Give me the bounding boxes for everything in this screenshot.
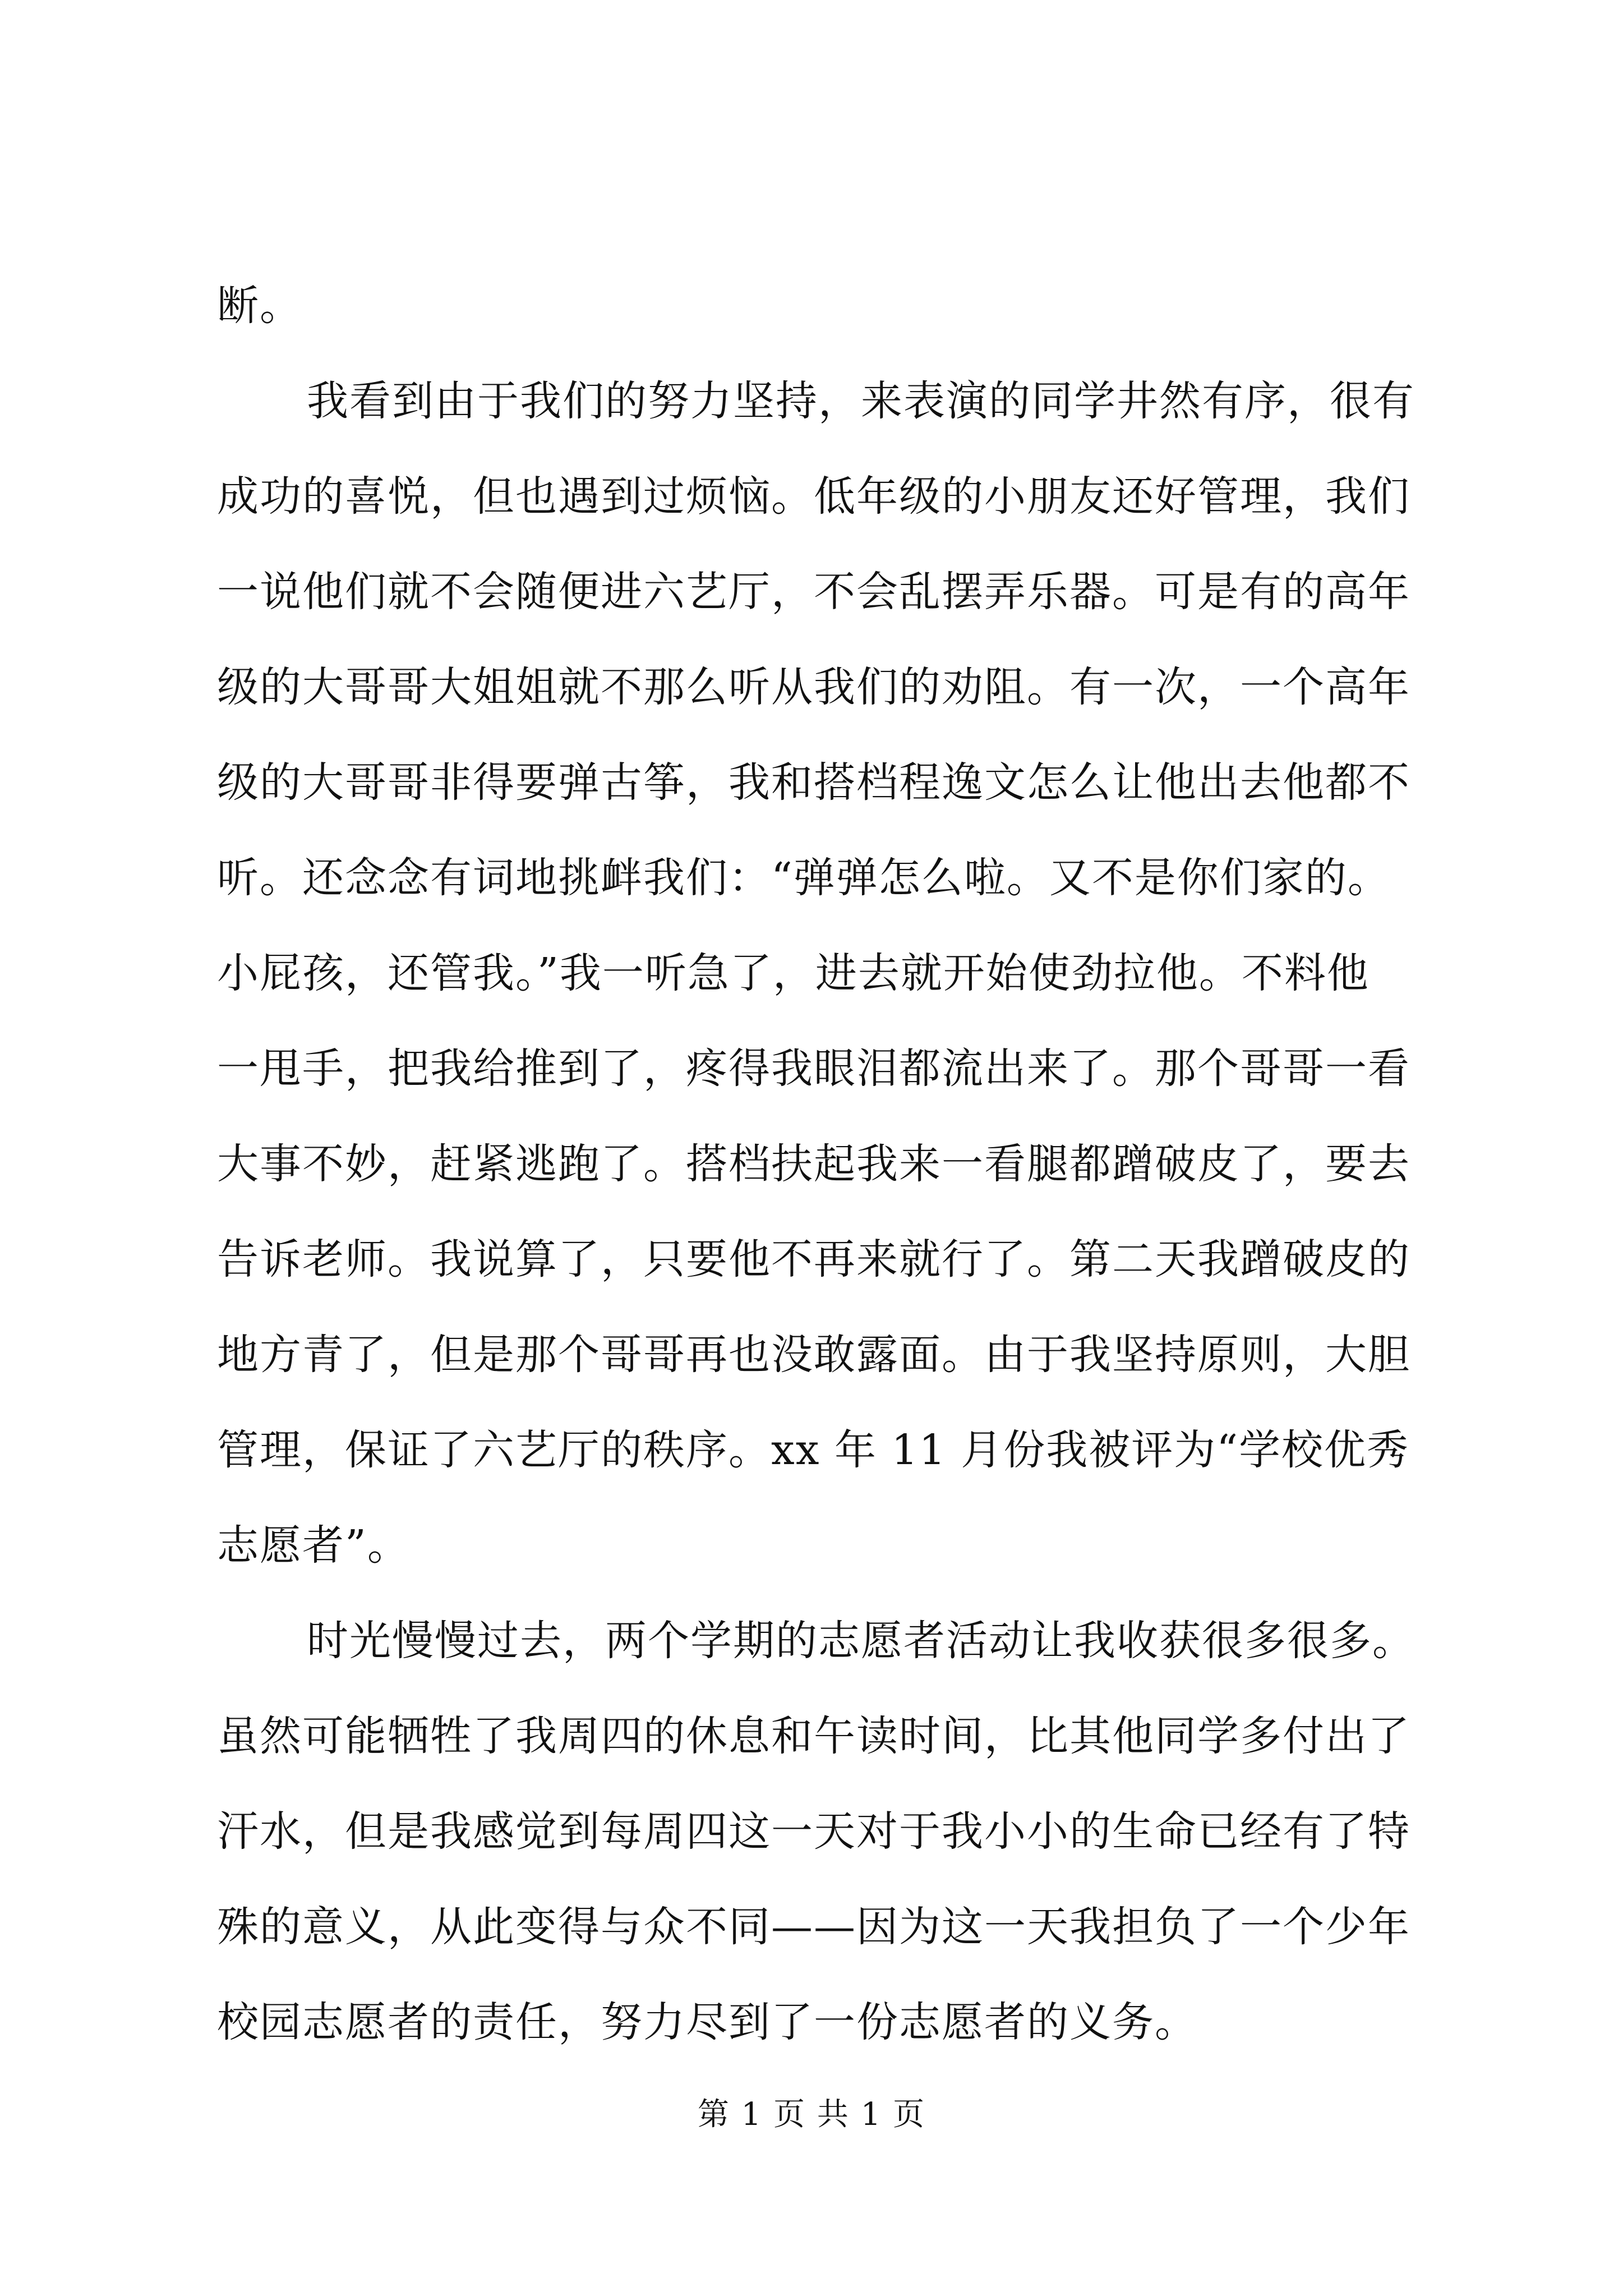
text-line: 断。 bbox=[217, 282, 302, 330]
page-number-footer: 第 1 页 共 1 页 bbox=[697, 2096, 926, 2133]
text-line: 级的大哥哥大姐姐就不那么听从我们的劝阻。有一次，一个高年 bbox=[217, 663, 1410, 711]
text-line: 校园志愿者的责任，努力尽到了一份志愿者的义务。 bbox=[217, 1998, 1197, 2046]
text-line: 级的大哥哥非得要弹古筝，我和搭档程逸文怎么让他出去他都不 bbox=[217, 758, 1410, 807]
text-line: 一甩手，把我给推到了，疼得我眼泪都流出来了。那个哥哥一看 bbox=[217, 1045, 1410, 1093]
document-body bbox=[217, 258, 1417, 2070]
text-line: 地方青了，但是那个哥哥再也没敢露面。由于我坚持原则，大胆 bbox=[217, 1331, 1410, 1379]
text-line: 听。还念念有词地挑衅我们：“弹弹怎么啦。又不是你们家的。 bbox=[217, 854, 1390, 902]
text-line: 志愿者”。 bbox=[217, 1521, 410, 1570]
text-line: 小屁孩，还管我。”我一听急了，进去就开始使劲拉他。不料他 bbox=[217, 949, 1370, 997]
text-line: 时光慢慢过去，两个学期的志愿者活动让我收获很多很多。 bbox=[307, 1617, 1415, 1665]
text-line: 成功的喜悦，但也遇到过烦恼。低年级的小朋友还好管理，我们 bbox=[217, 472, 1410, 521]
text-line: 大事不妙，赶紧逃跑了。搭档扶起我来一看腿都蹭破皮了，要去 bbox=[217, 1140, 1410, 1188]
text-line: 汗水，但是我感觉到每周四这一天对于我小小的生命已经有了特 bbox=[217, 1807, 1410, 1856]
text-line: 一说他们就不会随便进六艺厅，不会乱摆弄乐器。可是有的高年 bbox=[217, 568, 1410, 616]
text-line: 告诉老师。我说算了，只要他不再来就行了。第二天我蹭破皮的 bbox=[217, 1235, 1410, 1283]
text-line: 殊的意义，从此变得与众不同——因为这一天我担负了一个少年 bbox=[217, 1903, 1410, 1951]
text-line: 我看到由于我们的努力坚持，来表演的同学井然有序，很有 bbox=[307, 377, 1415, 425]
text-line: 虽然可能牺牲了我周四的休息和午读时间，比其他同学多付出了 bbox=[217, 1712, 1410, 1760]
text-line: 管理，保证了六艺厅的秩序。xx 年 11 月份我被评为“学校优秀 bbox=[217, 1426, 1410, 1474]
